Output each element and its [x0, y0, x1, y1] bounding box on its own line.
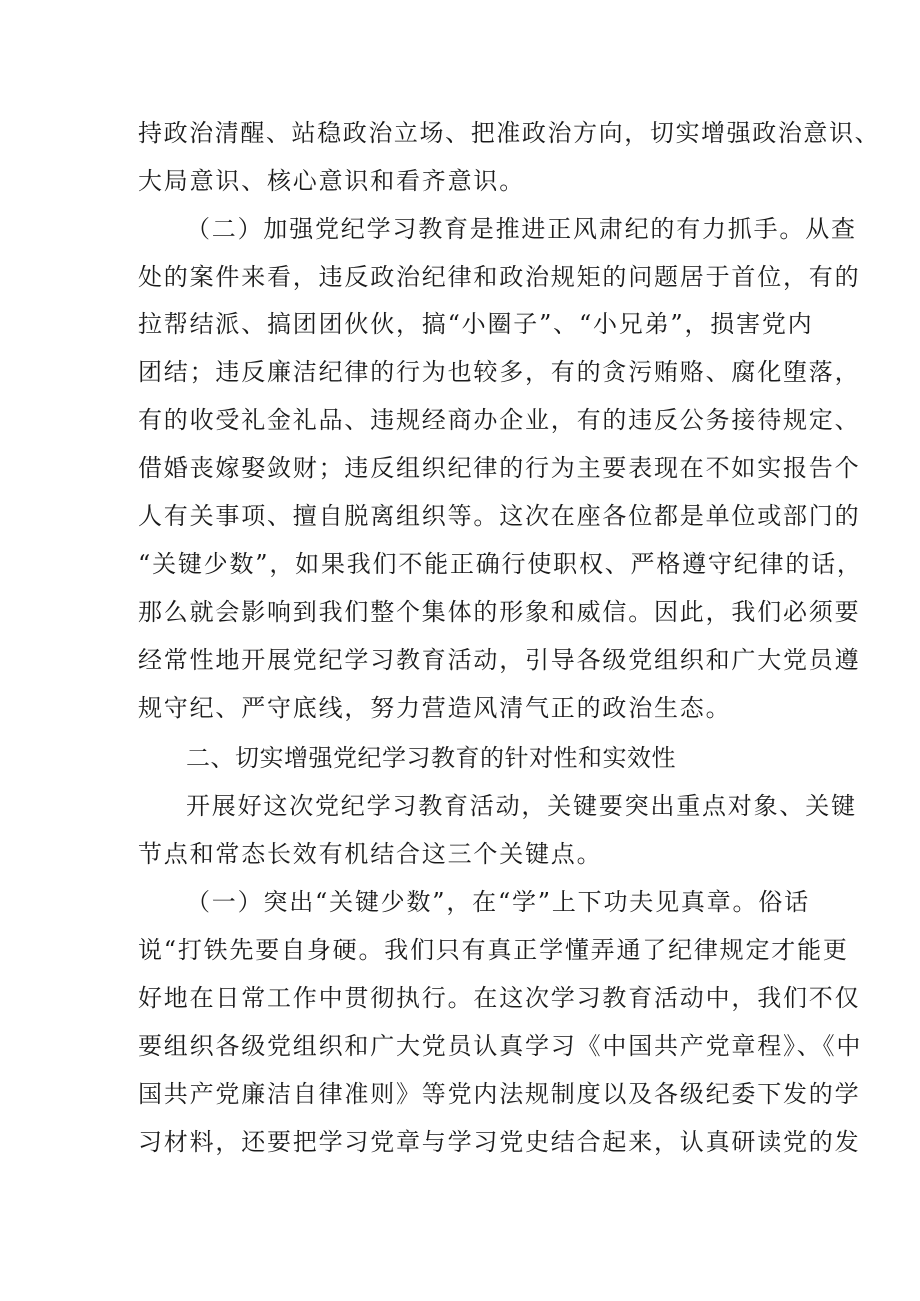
text-line: 经常性地开展党纪学习教育活动，引导各级党组织和广大党员遵 [138, 646, 861, 674]
text-line: 大局意识、核心意识和看齐意识。 [138, 167, 525, 195]
paragraph-start-line: （二）加强党纪学习教育是推进正风肃纪的有力抓手。从查 [186, 215, 857, 243]
text-line: 说“打铁先要自身硬。我们只有真正学懂弄通了纪律规定才能更 [138, 936, 849, 964]
paragraph-start-line: （一）突出“关键少数”，在“学”上下功夫见真章。俗话 [186, 888, 810, 916]
paragraph-start-line: 开展好这次党纪学习教育活动，关键要突出重点对象、关键 [186, 792, 857, 820]
section-heading: 二、切实增强党纪学习教育的针对性和实效性 [186, 744, 676, 772]
text-line: 拉帮结派、搞团团伙伙，搞“小圈子”、“小兄弟”，损害党内 [138, 310, 814, 338]
text-line: 习材料，还要把学习党章与学习党史结合起来，认真研读党的发 [138, 1128, 861, 1156]
text-line: 国共产党廉洁自律准则》等党内法规制度以及各级纪委下发的学 [138, 1080, 861, 1108]
text-line: 处的案件来看，违反政治纪律和政治规矩的问题居于首位，有的 [138, 263, 861, 291]
text-line: 有的收受礼金礼品、违规经商办企业，有的违反公务接待规定、 [138, 406, 861, 434]
text-line: 团结；违反廉洁纪律的行为也较多，有的贪污贿赂、腐化堕落， [138, 358, 861, 386]
text-line: 人有关事项、擅自脱离组织等。这次在座各位都是单位或部门的 [138, 502, 861, 530]
text-line: 借婚丧嫁娶敛财；违反组织纪律的行为主要表现在不如实报告个 [138, 454, 861, 482]
text-line: 节点和常态长效有机结合这三个关键点。 [138, 840, 603, 868]
text-line: 那么就会影响到我们整个集体的形象和威信。因此，我们必须要 [138, 598, 861, 626]
text-line: 持政治清醒、站稳政治立场、把准政治方向，切实增强政治意识、 [138, 119, 881, 147]
text-line: 规守纪、严守底线，努力营造风清气正的政治生态。 [138, 694, 732, 722]
text-line: “关键少数”，如果我们不能正确行使职权、严格遵守纪律的话， [138, 550, 863, 578]
text-line: 好地在日常工作中贯彻执行。在这次学习教育活动中，我们不仅 [138, 984, 861, 1012]
text-line: 要组织各级党组织和广大党员认真学习《中国共产党章程》、《中 [138, 1032, 863, 1060]
